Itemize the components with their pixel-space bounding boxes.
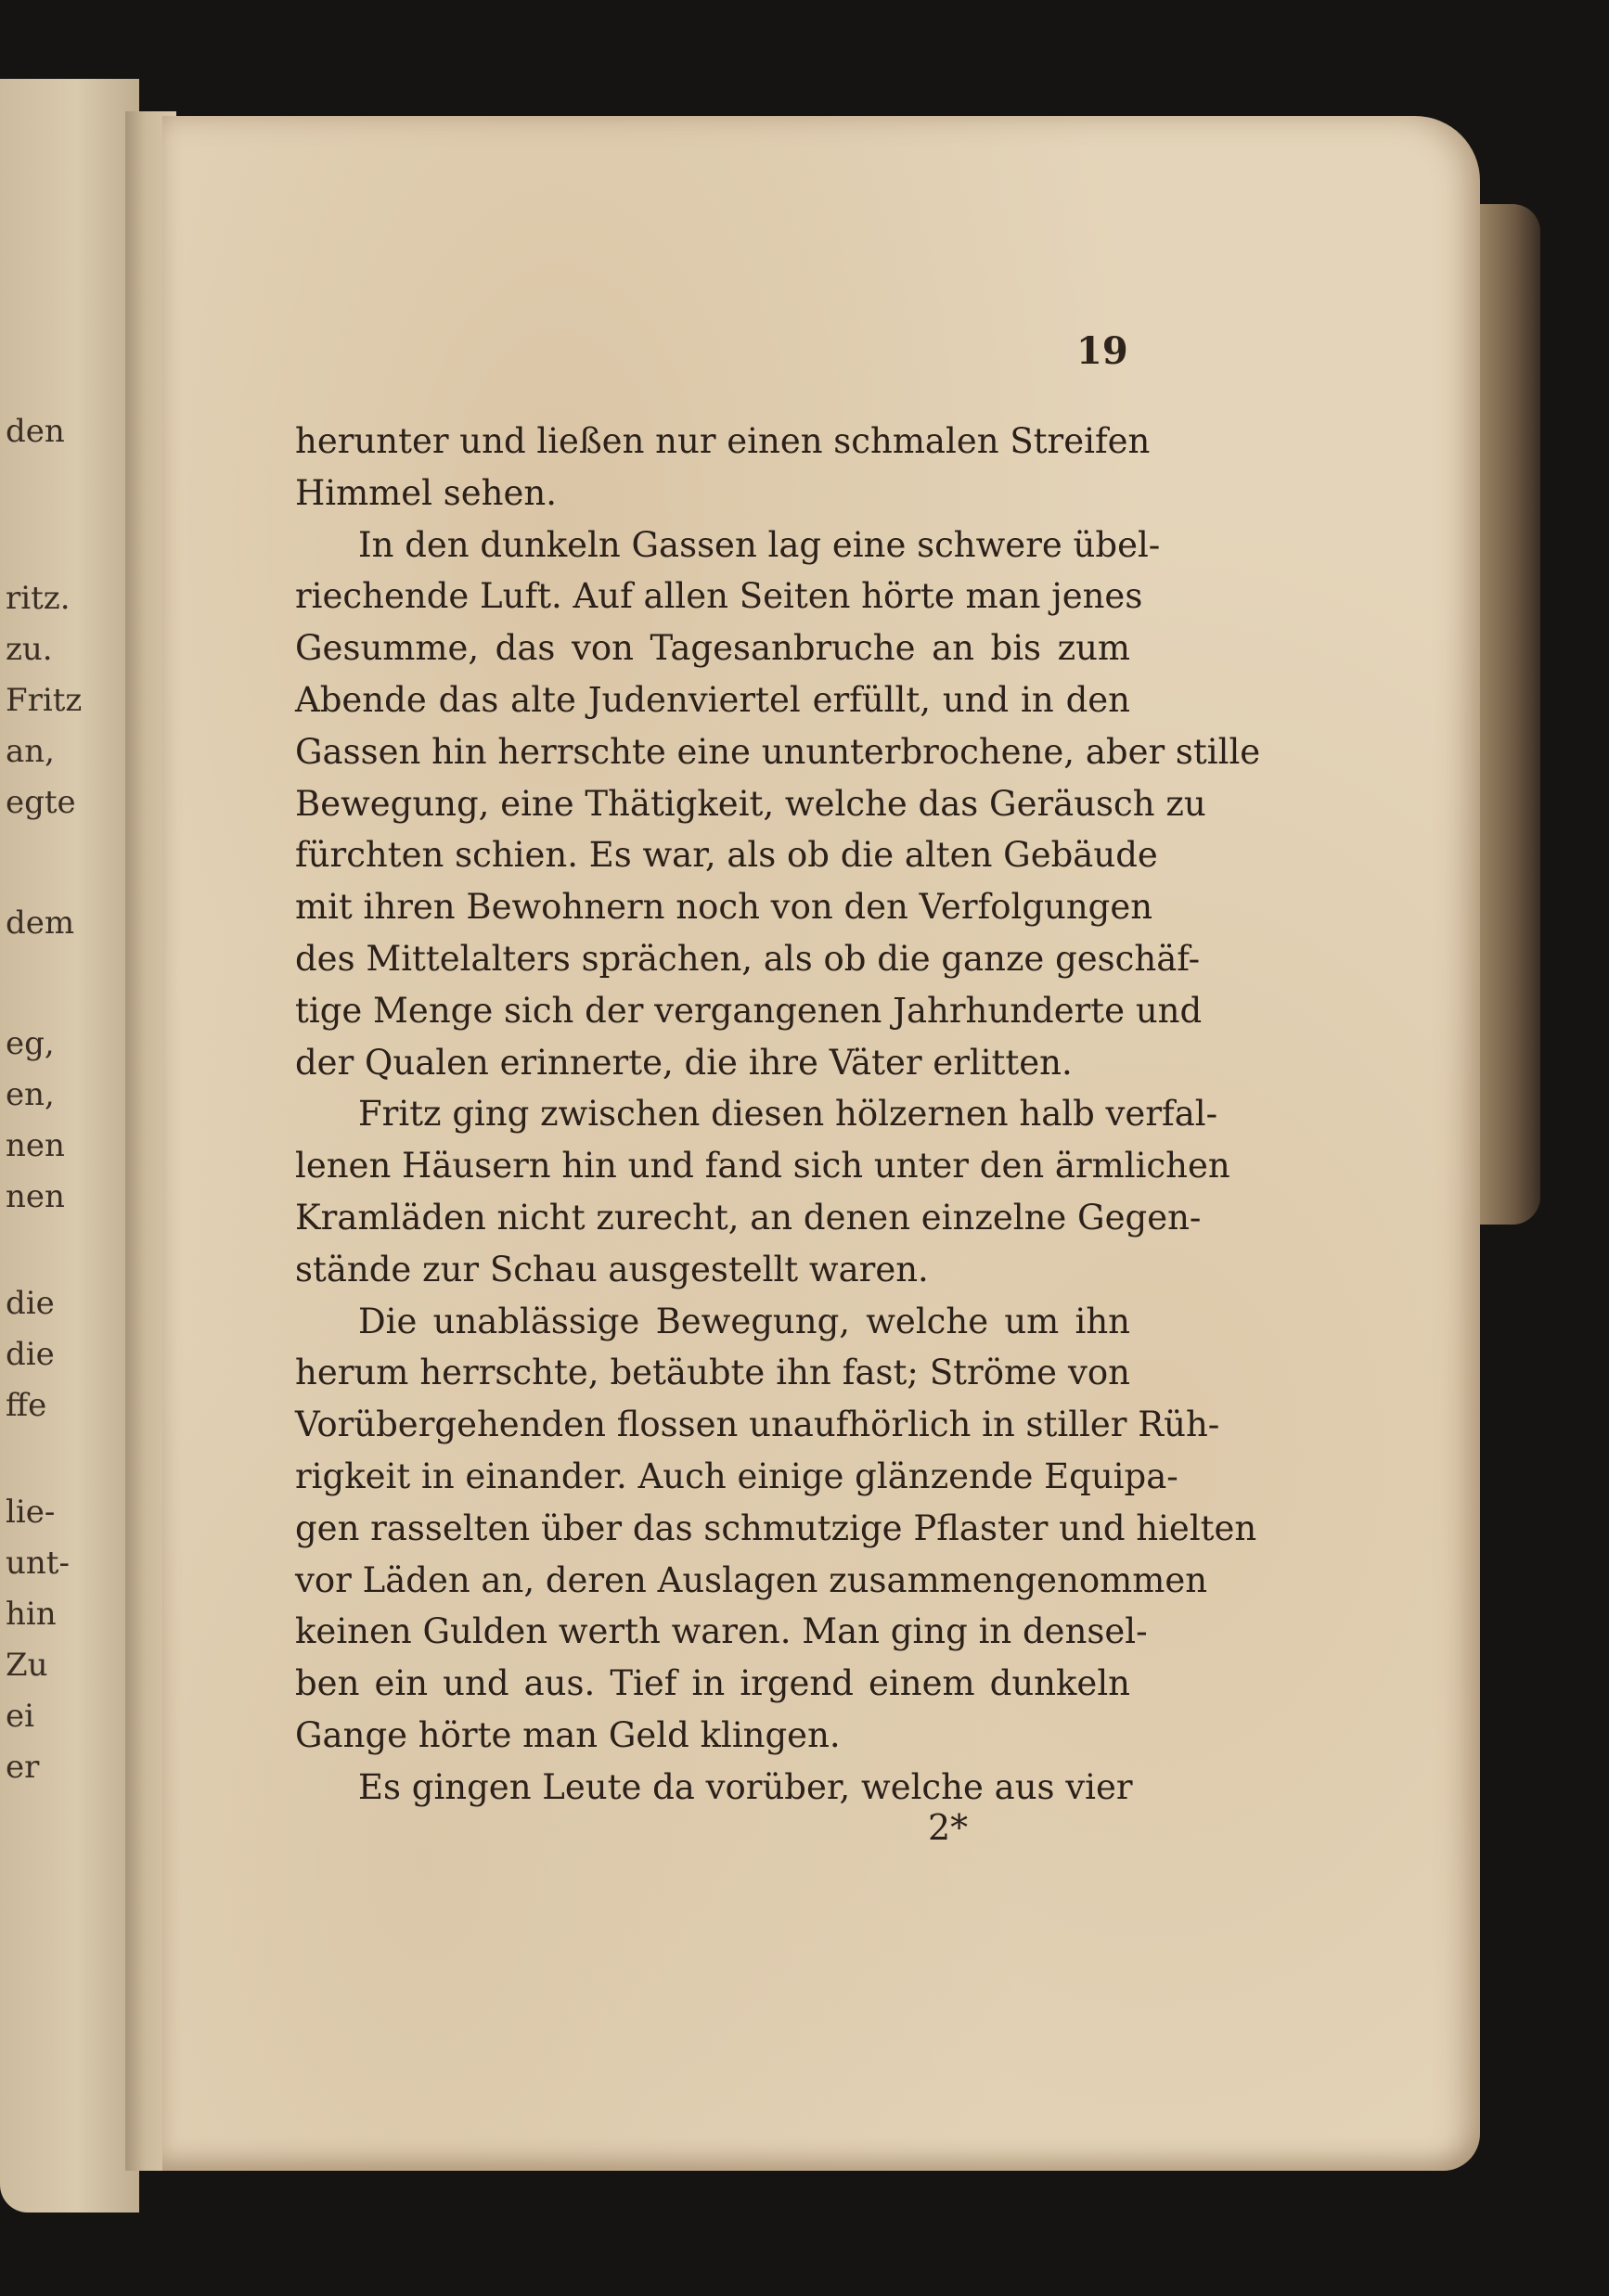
text-line: Vorübergehenden flossen unaufhörlich in stiller Rüh- [295, 1405, 1220, 1445]
left-fragment: Zu [6, 1647, 48, 1684]
text-line: ben ein und aus. Tief in irgend einem dunkeln [295, 1663, 1130, 1704]
text-line: mit ihren Bewohnern noch von den Verfolgungen [295, 887, 1153, 928]
left-fragment: die [6, 1285, 55, 1322]
left-fragment: dem [6, 904, 75, 942]
text-line: Gassen hin herrschte eine ununterbrochene, aber stille [295, 731, 1261, 772]
text-line: vor Läden an, deren Auslagen zusammengenommen [295, 1559, 1208, 1600]
left-fragment: hin [6, 1596, 57, 1633]
page-text [295, 416, 1261, 1814]
left-fragment: unt- [6, 1545, 70, 1582]
text-line: Gange hörte man Geld klingen. [295, 1714, 841, 1755]
page-number: 19 [1076, 329, 1128, 373]
text-line: tige Menge sich der vergangenen Jahrhunderte und [295, 990, 1203, 1031]
left-fragment: nen [6, 1127, 65, 1164]
text-line: Kramläden nicht zurecht, an denen einzelne Gegen- [295, 1197, 1202, 1238]
left-fragment: an, [6, 733, 55, 770]
text-line: Abende das alte Judenviertel erfüllt, und in den [295, 679, 1130, 720]
text-line: Es gingen Leute da vorüber, welche aus vier [358, 1766, 1133, 1807]
page-edge [1475, 204, 1540, 1225]
left-fragment: zu. [6, 631, 53, 668]
text-line: In den dunkeln Gassen lag eine schwere übel- [358, 524, 1161, 565]
left-page-fragments [6, 79, 83, 2213]
text-line: lenen Häusern hin und fand sich unter den ärmlichen [295, 1146, 1230, 1186]
left-fragment: en, [6, 1076, 55, 1113]
text-line: Fritz ging zwischen diesen hölzernen halb verfal- [358, 1094, 1218, 1135]
text-line: rigkeit in einander. Auch einige glänzende Equipa- [295, 1456, 1178, 1496]
left-fragment: egte [6, 784, 76, 821]
text-line: herum herrschte, betäubte ihn fast; Ströme von [295, 1353, 1130, 1393]
text-line: keinen Gulden werth waren. Man ging in densel- [295, 1611, 1148, 1652]
left-fragment: eg, [6, 1025, 55, 1062]
text-line: Die unablässige Bewegung, welche um ihn [358, 1301, 1130, 1341]
left-page [0, 79, 139, 2213]
left-fragment: den [6, 413, 65, 450]
text-line: Bewegung, eine Thätigkeit, welche das Geräusch zu [295, 783, 1206, 824]
text-line: fürchten schien. Es war, als ob die alten Gebäude [295, 835, 1158, 876]
text-line: der Qualen erinnerte, die ihre Väter erlitten. [295, 1042, 1073, 1083]
left-fragment: nen [6, 1178, 65, 1215]
left-fragment: ei [6, 1698, 34, 1735]
left-fragment: die [6, 1336, 55, 1373]
text-line: riechende Luft. Auf allen Seiten hörte man jenes [295, 576, 1143, 617]
left-fragment: lie- [6, 1494, 56, 1531]
signature-mark: 2* [928, 1807, 969, 1848]
left-fragment: ritz. [6, 580, 71, 617]
text-line: Gesumme, das von Tagesanbruche an bis zum [295, 628, 1130, 669]
text-line: Himmel sehen. [295, 472, 557, 513]
text-line: gen rasselten über das schmutzige Pflaster und hielten [295, 1507, 1257, 1548]
text-line: herunter und ließen nur einen schmalen Streifen [295, 421, 1151, 461]
left-fragment: ffe [6, 1387, 47, 1424]
text-line: stände zur Schau ausgestellt waren. [295, 1249, 929, 1289]
left-fragment: Fritz [6, 682, 83, 719]
text-line: des Mittelalters sprächen, als ob die ganze geschäf- [295, 938, 1201, 979]
left-fragment: er [6, 1749, 40, 1786]
